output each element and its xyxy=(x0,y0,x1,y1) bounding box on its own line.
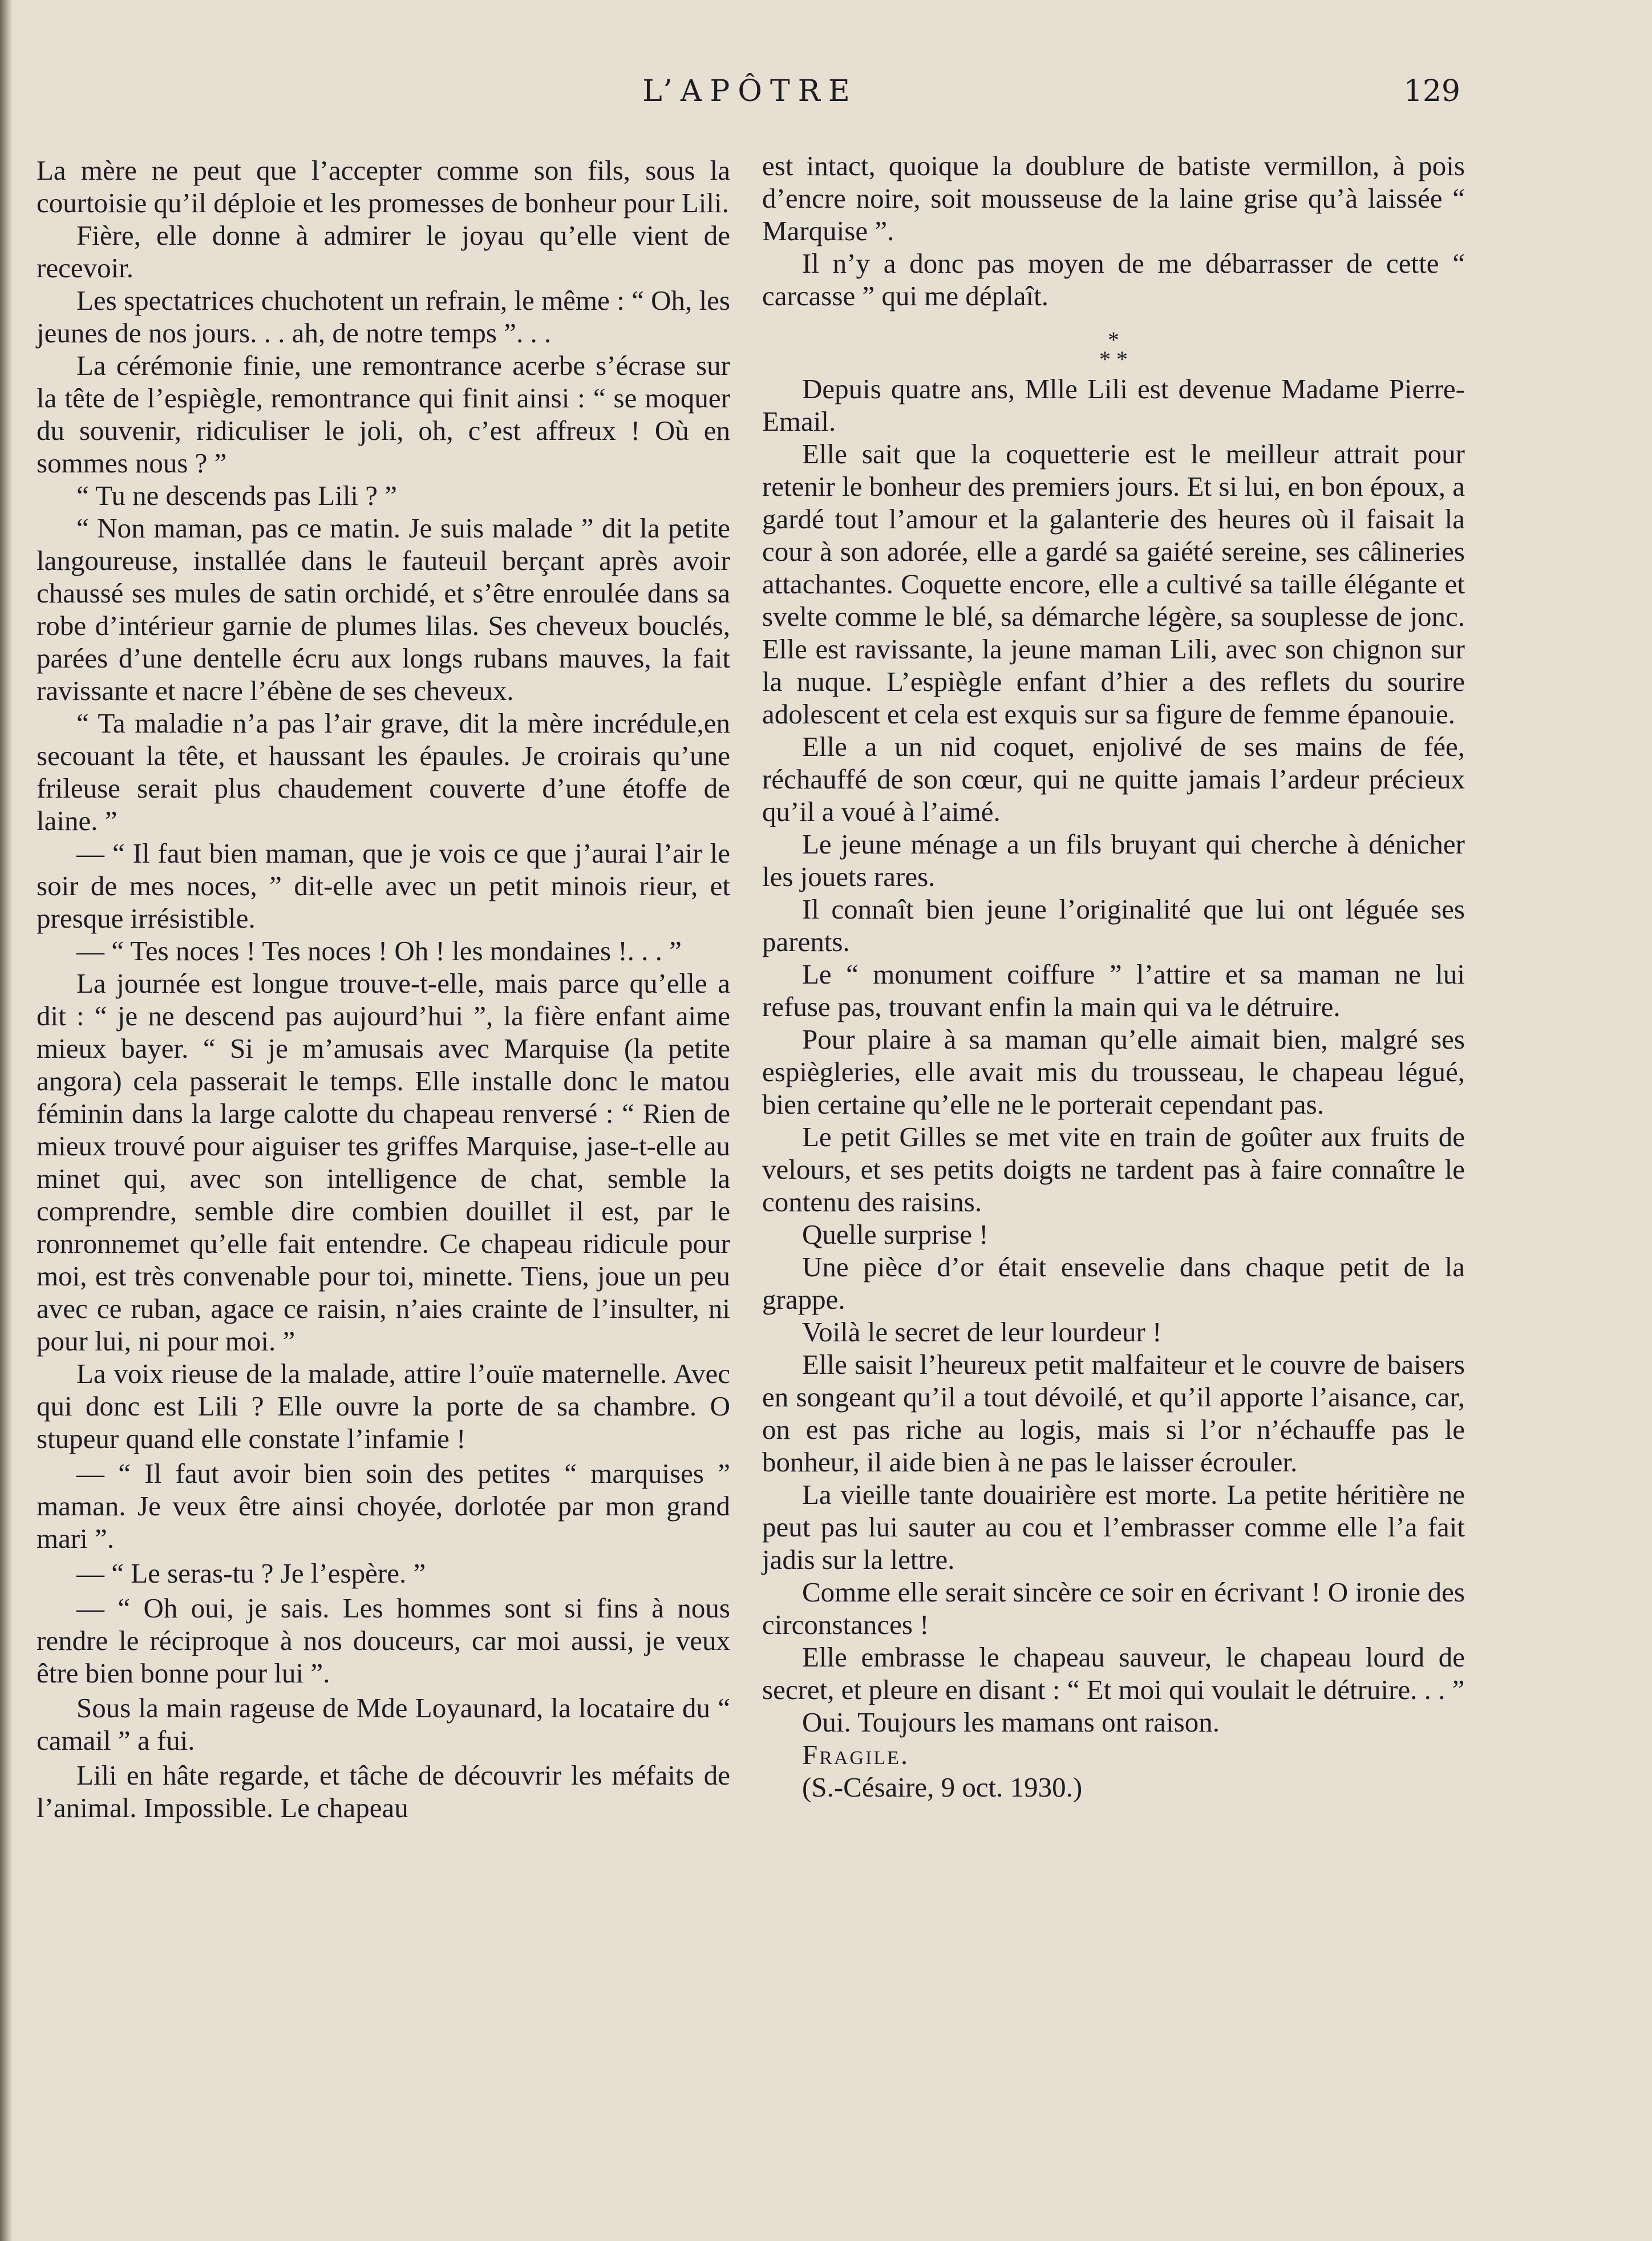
paragraph: Une pièce d’or était ensevelie dans chaque petit de la grappe. xyxy=(762,1251,1465,1315)
section-break-asterism xyxy=(762,315,1465,370)
paragraph: Voilà le secret de leur lourdeur ! xyxy=(802,1316,1162,1348)
paragraph: — “ Le seras-tu ? Je l’espère. ” xyxy=(76,1558,426,1589)
paragraph: Les spectatrices chuchotent un refrain, le même : “ Oh, les jeunes de nos jours. . . ah, de notre temps ”. . . xyxy=(37,285,730,349)
paragraph: Fière, elle donne à admirer le joyau qu’elle vient de recevoir. xyxy=(37,220,730,284)
page-header xyxy=(0,74,1652,120)
running-title: L’APÔTRE xyxy=(642,74,858,108)
paragraph: — “ Tes noces ! Tes noces ! Oh ! les mondaines !. . . ” xyxy=(76,935,682,966)
paragraph: — “ Il faut bien maman, que je vois ce que j’aurai l’air le soir de mes noces, ” dit-elle avec un petit minois rieur, et presque irrésistible. xyxy=(37,838,730,934)
asterism-top: * xyxy=(1108,327,1119,353)
left-column xyxy=(37,154,730,1824)
paragraph: — “ Il faut avoir bien soin des petites “ marquises ” maman. Je veux être ainsi choyée, dorlotée par mon grand mari ”. xyxy=(37,1458,730,1554)
paragraph: est intact, quoique la doublure de batiste vermillon, à pois d’encre noire, soit mousseuse de la laine grise qu’à laissée “ Marquise ”. xyxy=(762,150,1465,246)
paragraph: Pour plaire à sa maman qu’elle aimait bien, malgré ses espiègleries, elle avait mis du trousseau, le chapeau légué, bien certaine qu’elle ne le porterait cependant pas. xyxy=(762,1024,1465,1120)
paragraph: La vieille tante douairière est morte. La petite héritière ne peut pas lui sauter au cou et l’embrasser comme elle l’a fait jadis sur la lettre. xyxy=(762,1479,1465,1575)
right-column xyxy=(762,149,1465,1803)
paragraph: Comme elle serait sincère ce soir en écrivant ! O ironie des circonstances ! xyxy=(762,1576,1465,1640)
book-spine-shadow xyxy=(0,0,13,2241)
author-signature: Fragile. xyxy=(802,1739,910,1770)
paragraph: Elle embrasse le chapeau sauveur, le chapeau lourd de secret, et pleure en disant : “ Et moi qui voulait le détruire. . . ” xyxy=(762,1641,1465,1705)
paragraph: Le “ monument coiffure ” l’attire et sa maman ne lui refuse pas, trouvant enfin la main qui va le détruire. xyxy=(762,958,1465,1022)
paragraph: — “ Oh oui, je sais. Les hommes sont si fins à nous rendre le réciproque à nos douceurs, car moi aussi, je veux être bien bonne pour lui ”. xyxy=(37,1592,730,1689)
paragraph: “ Tu ne descends pas Lili ? ” xyxy=(76,480,398,511)
paragraph: Elle saisit l’heureux petit malfaiteur et le couvre de baisers en songeant qu’il a tout dévoilé, et qu’il apporte l’aisance, car, on est pas riche au logis, mais si l’or n’échauffe pas le bonheur, il aide bien à ne pas le laisser écrouler. xyxy=(762,1349,1465,1478)
paragraph: “ Non maman, pas ce matin. Je suis malade ” dit la petite langoureuse, installée dans le fauteuil berçant après avoir chaussé ses mules de satin orchidé, et s’être enroulée dans sa robe d’intérieur garnie de plumes lilas. Ses cheveux bouclés, parées d’une dentelle écru aux longs rubans mauves, la fait ravissante et nacre l’ébène de ses cheveux. xyxy=(37,512,730,706)
paragraph: Depuis quatre ans, Mlle Lili est devenue Madame Pierre-Email. xyxy=(762,373,1465,437)
paragraph: Sous la main rageuse de Mde Loyaunard, la locataire du “ camail ” a fui. xyxy=(37,1692,730,1756)
paragraph: Quelle surprise ! xyxy=(802,1219,989,1250)
paragraph: Oui. Toujours les mamans ont raison. xyxy=(802,1706,1220,1738)
paragraph: La cérémonie finie, une remontrance acerbe s’écrase sur la tête de l’espiègle, remontrance qui finit ainsi : “ se moquer du souvenir, ridiculiser le joli, oh, c’est affreux ! Où en sommes nous ? ” xyxy=(37,350,730,479)
paragraph: Le jeune ménage a un fils bruyant qui cherche à dénicher les jouets rares. xyxy=(762,828,1465,892)
paragraph: Il connaît bien jeune l’originalité que lui ont léguée ses parents. xyxy=(762,893,1465,957)
paragraph: La mère ne peut que l’accepter comme son fils, sous la courtoisie qu’il déploie et les promesses de bonheur pour Lili. xyxy=(37,155,730,219)
paragraph: Il n’y a donc pas moyen de me débarrasser de cette “ carcasse ” qui me déplaît. xyxy=(762,248,1465,312)
paragraph: La voix rieuse de la malade, attire l’ouïe maternelle. Avec qui donc est Lili ? Elle ouvre la porte de sa chambre. O stupeur quand elle constate l’infamie ! xyxy=(37,1358,730,1454)
asterism-bottom: * * xyxy=(1099,346,1128,372)
dateline: (S.-Césaire, 9 oct. 1930.) xyxy=(802,1771,1083,1803)
paragraph: La journée est longue trouve-t-elle, mais parce qu’elle a dit : “ je ne descend pas aujourd’hui ”, la fière enfant aime mieux bayer. “ Si je m’amusais avec Marquise (la petite angora) cela passerait le temps. Elle installe donc le matou féminin dans la large calotte du chapeau renversé : “ Rien de mieux trouvé pour aiguiser tes griffes Marquise, jase-t-elle au minet qui, avec son intelligence de chat, semble la comprendre, semble dire combien douillet il est, par le ronronnemet qu’elle fait entendre. Ce chapeau ridicule pour moi, est très convenable pour toi, minette. Tiens, joue un peu avec ce ruban, agace ce raisin, n’aies crainte de l’insulter, ni pour lui, ni pour moi. ” xyxy=(37,968,730,1357)
paragraph: Elle sait que la coquetterie est le meilleur attrait pour retenir le bonheur des premiers jours. Et si lui, en bon époux, a gardé tout l’amour et la galanterie des heures où il faisait la cour à son adorée, elle a gardé sa gaiété sereine, ses câlineries attachantes. Coquette encore, elle a cultivé sa taille élégante et svelte comme le blé, sa démarche légère, sa souplesse de jonc. Elle est ravissante, la jeune maman Lili, avec son chignon sur la nuque. L’espiègle enfant d’hier a des reflets du sourire adolescent et cela est exquis sur sa figure de femme épanouie. xyxy=(762,438,1465,730)
paragraph: Elle a un nid coquet, enjolivé de ses mains de fée, réchauffé de son cœur, qui ne quitte jamais l’ardeur précieux qu’il a voué à l’aimé. xyxy=(762,731,1465,827)
paragraph: “ Ta maladie n’a pas l’air grave, dit la mère incrédule,en secouant la tête, et haussant les épaules. Je croirais qu’une frileuse serait plus chaudement couverte d’une étoffe de laine. ” xyxy=(37,707,730,836)
page-number: 129 xyxy=(1403,74,1460,108)
paragraph: Le petit Gilles se met vite en train de goûter aux fruits de velours, et ses petits doigts ne tardent pas à faire connaître le contenu des raisins. xyxy=(762,1121,1465,1217)
paragraph: Lili en hâte regarde, et tâche de découvrir les méfaits de l’animal. Impossible. Le chapeau xyxy=(37,1759,730,1823)
